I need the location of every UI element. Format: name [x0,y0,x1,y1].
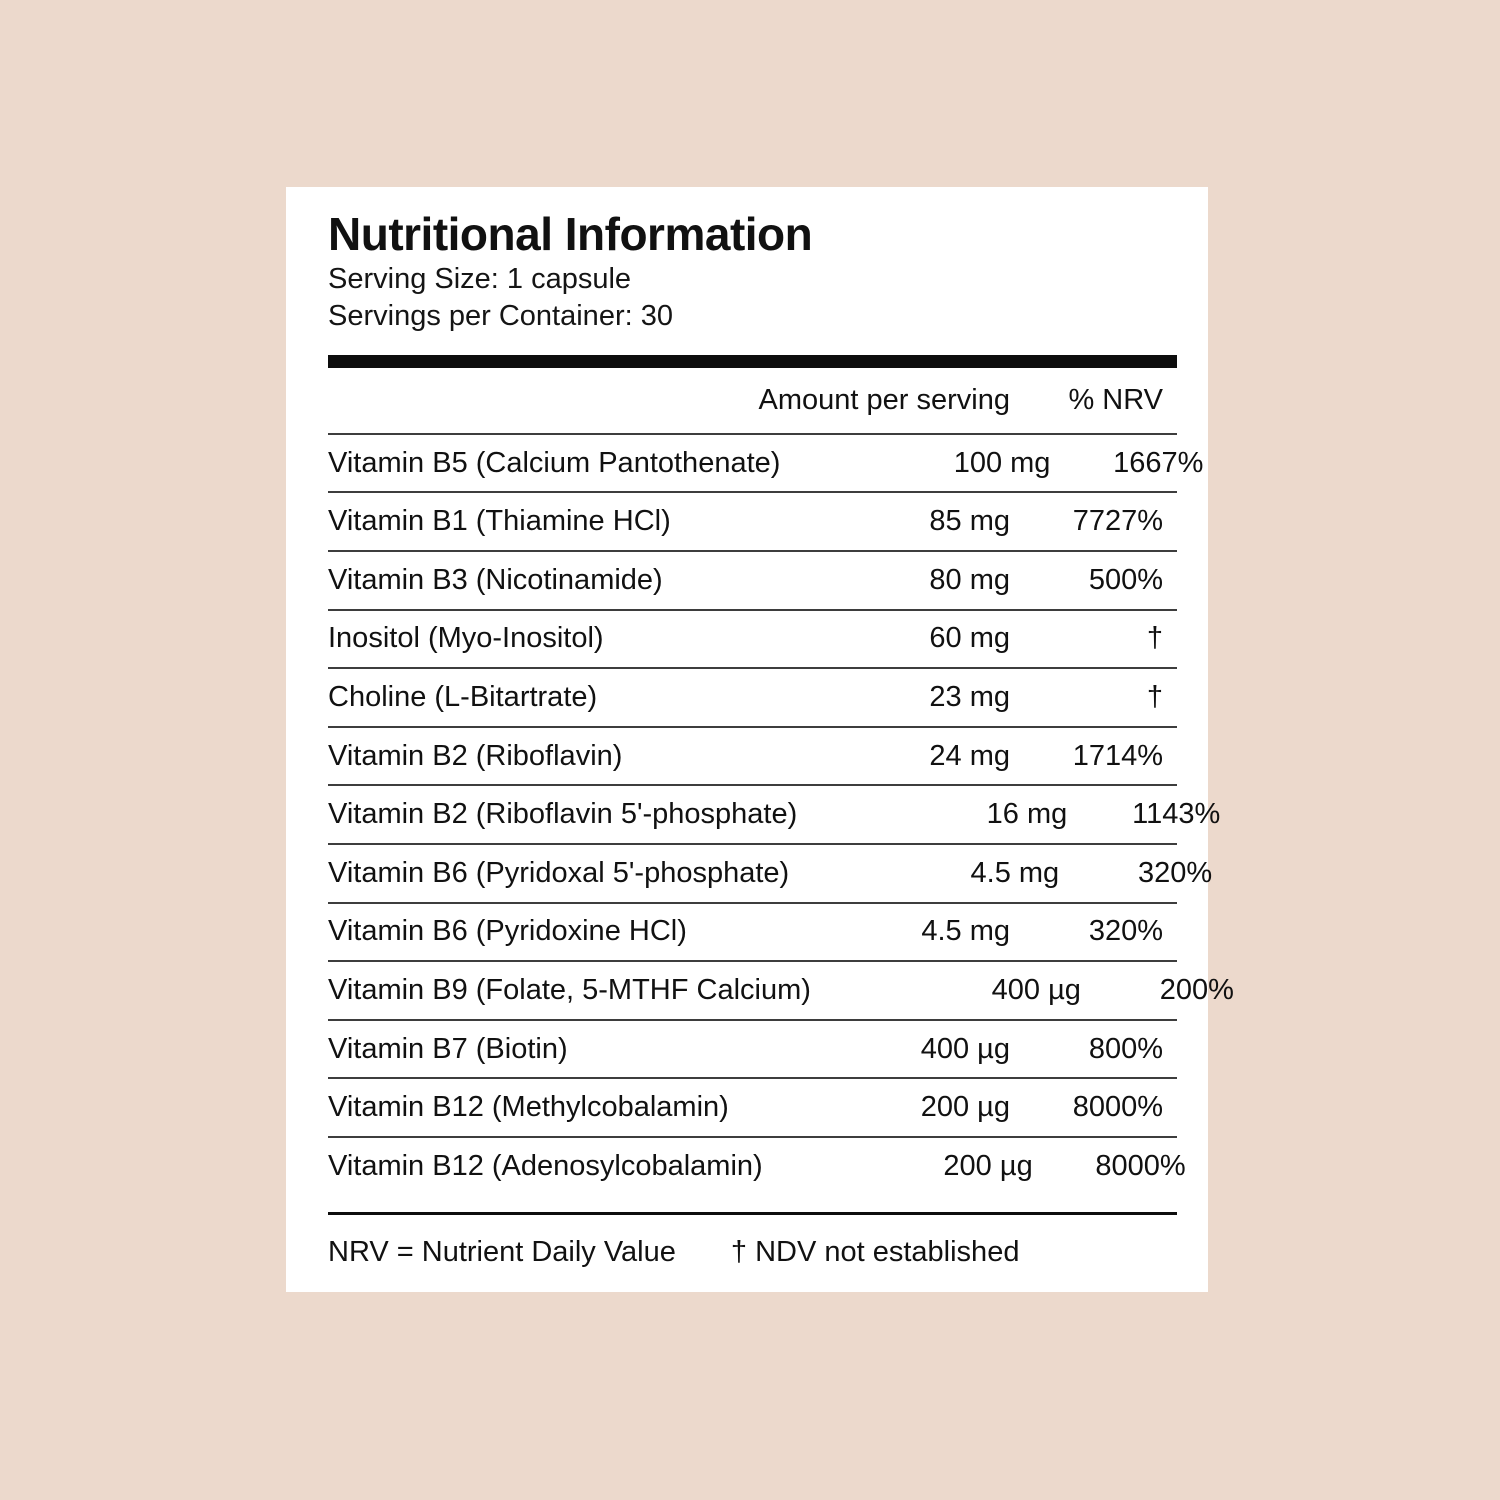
nutrient-nrv: † [1146,681,1163,714]
page-title: Nutritional Information [328,208,813,260]
nutrient-name: Vitamin B1 (Thiamine HCl) [328,505,671,538]
nutrient-nrv: 8000% [1072,1091,1163,1124]
nutrient-amount: 60 mg [929,622,1010,655]
nutrient-name: Vitamin B3 (Nicotinamide) [328,563,663,596]
nutrient-amount: 400 µg [991,974,1081,1007]
nutrient-name: Vitamin B2 (Riboflavin 5'-phosphate) [328,798,798,831]
footnote [328,1212,1177,1269]
nutrient-amount: 4.5 mg [970,856,1060,889]
nutrient-nrv: 1143% [1132,798,1221,831]
nutrient-name: Vitamin B12 (Adenosylcobalamin) [328,1149,763,1182]
nutrient-table [328,433,1234,1195]
nutrient-name: Vitamin B7 (Biotin) [328,1032,568,1065]
column-header-amount: Amount per serving [758,383,1010,416]
nutrient-name: Vitamin B6 (Pyridoxine HCl) [328,915,687,948]
nutrient-amount: 4.5 mg [921,915,1010,948]
nutrient-nrv: † [1146,622,1163,655]
nutrient-name: Choline (L-Bitartrate) [328,681,598,714]
nutrient-nrv: 320% [1088,915,1163,948]
footnote-dagger-note: † NDV not established [730,1235,1020,1268]
nutrient-nrv: 1667% [1113,446,1204,479]
table-row [328,1019,1177,1078]
nutrient-amount: 85 mg [929,505,1010,538]
serving-size-text: Serving Size: 1 capsule [328,262,632,295]
table-row [328,784,1221,843]
footnote-nrv-definition: NRV = Nutrient Daily Value [328,1235,676,1268]
nutrient-nrv: 800% [1088,1032,1163,1065]
nutrient-nrv: 500% [1088,563,1163,596]
table-row [328,667,1177,726]
table-row [328,960,1234,1019]
table-row [328,433,1204,492]
nutrient-amount: 200 µg [943,1149,1033,1182]
table-row [328,843,1213,902]
nutrient-nrv: 1714% [1072,739,1163,772]
nutrient-nrv: 320% [1138,856,1213,889]
table-row [328,1077,1177,1136]
nutrient-name: Vitamin B5 (Calcium Pantothenate) [328,446,781,479]
nutrient-name: Vitamin B2 (Riboflavin) [328,739,623,772]
nutrient-amount: 16 mg [986,798,1068,831]
table-row [328,491,1177,550]
header-divider-bar [328,355,1177,368]
table-row [328,550,1177,609]
column-header-row [328,368,1177,433]
nutrient-nrv: 200% [1159,974,1234,1007]
nutrient-amount: 23 mg [929,681,1010,714]
servings-per-container-text: Servings per Container: 30 [328,300,673,333]
nutrient-name: Vitamin B9 (Folate, 5-MTHF Calcium) [328,974,811,1007]
nutrient-amount: 80 mg [929,563,1010,596]
table-row [328,726,1177,785]
nutrient-nrv: 8000% [1095,1149,1186,1182]
table-row [328,609,1177,668]
nutrient-name: Vitamin B12 (Methylcobalamin) [328,1091,729,1124]
nutrient-amount: 200 µg [920,1091,1010,1124]
nutrient-name: Vitamin B6 (Pyridoxal 5'-phosphate) [328,856,790,889]
table-row [328,902,1177,961]
nutrient-amount: 24 mg [929,739,1010,772]
nutrient-nrv: 7727% [1072,505,1163,538]
table-row [328,1136,1186,1195]
nutrition-label-card [286,187,1234,1292]
column-header-nrv: % NRV [1068,383,1163,416]
nutrient-amount: 100 mg [953,446,1051,479]
nutrient-amount: 400 µg [920,1032,1010,1065]
nutrient-name: Inositol (Myo-Inositol) [328,622,604,655]
